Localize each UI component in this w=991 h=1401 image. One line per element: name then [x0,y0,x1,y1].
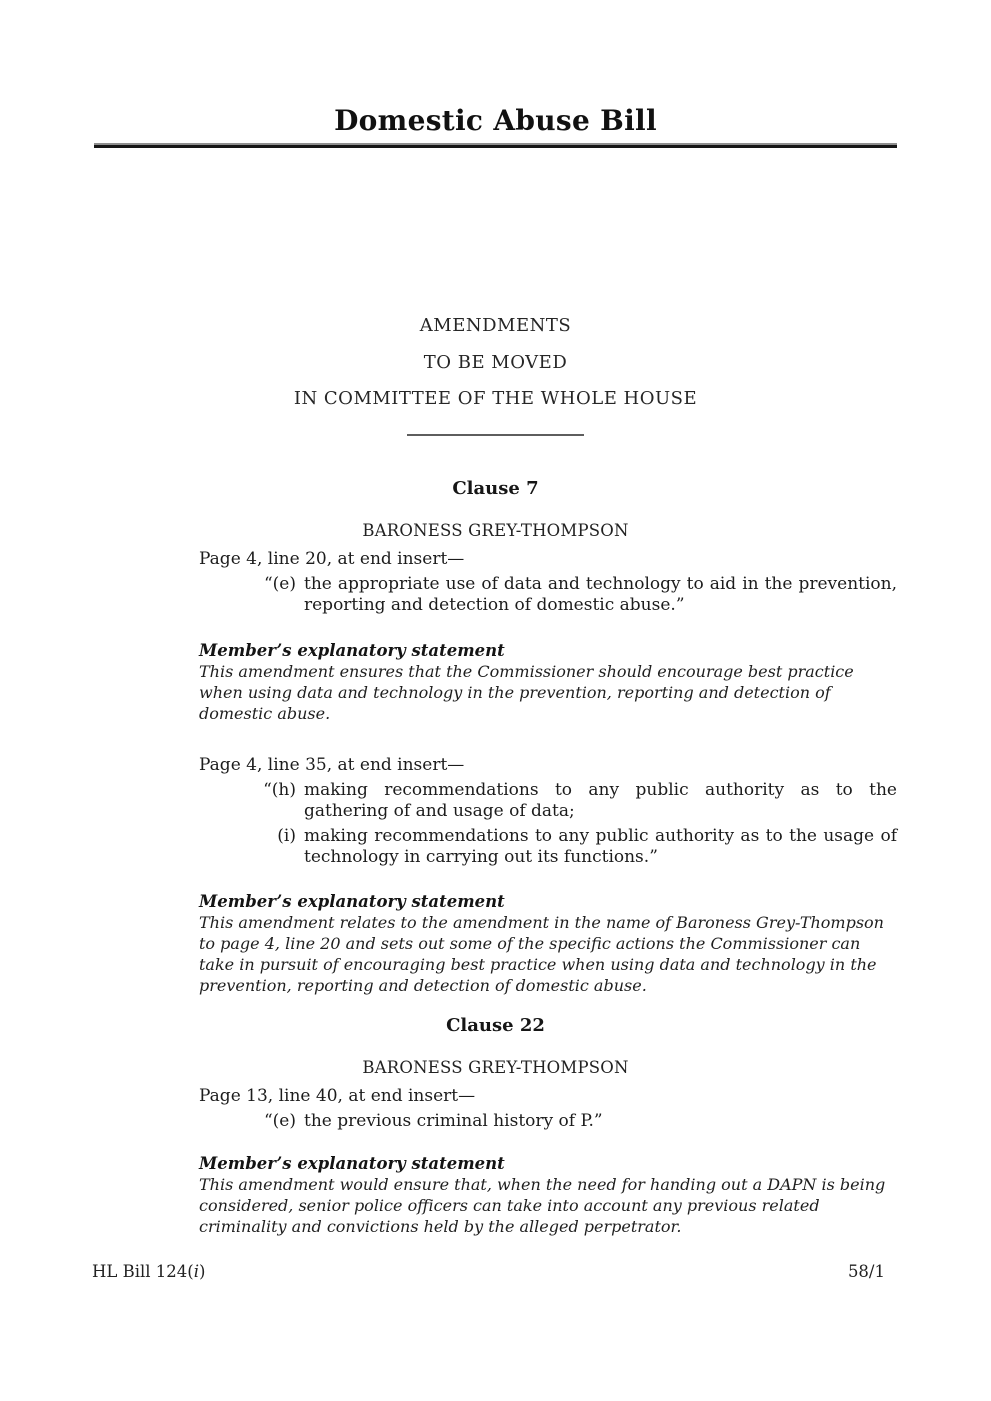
explanatory-statement [199,640,899,724]
item-label: (i) [277,825,296,846]
explanatory-statement [199,1153,899,1237]
amendment-instruction: Page 4, line 35, at end insert— [199,754,465,775]
title-double-rule [94,143,897,148]
amendment-items [94,1111,897,1132]
mover-name: BARONESS GREY-THOMPSON [362,520,629,540]
preamble-line-committee: IN COMMITTEE OF THE WHOLE HOUSE [293,388,698,409]
explanatory-text: This amendment ensures that the Commissioner should encourage best practice when using data and technology in the prevention, reporting and detection of domestic abuse. [199,661,854,723]
amendment-block-3 [94,1014,897,1237]
explanatory-heading: Member’s explanatory statement [199,891,505,911]
divider-rule [407,434,584,436]
footer-bill-number: HL Bill 124(i) [92,1262,206,1281]
clause-heading: Clause 22 [446,1014,545,1036]
explanatory-statement [199,891,899,996]
amendment-instruction: Page 4, line 20, at end insert— [199,548,465,569]
explanatory-text: This amendment relates to the amendment in the name of Baroness Grey-Thompson to page 4, line 20 and sets out some of the specific actions the Commissioner can take in pursuit of encouraging best practice when using data and technology in the prevention, reporting and detection of domestic abuse. [199,912,884,995]
amendment-items [94,574,897,616]
amendment-item [94,780,897,822]
preamble-line-amendments: AMENDMENTS [419,315,572,336]
item-text: making recommendations to any public authority as to the gathering of and usage of data; [304,779,897,821]
item-text: the appropriate use of data and technology to aid in the prevention, reporting and detection of domestic abuse.” [304,573,897,615]
explanatory-heading: Member’s explanatory statement [199,1153,505,1173]
item-label: “(e) [263,1110,296,1131]
explanatory-heading: Member’s explanatory statement [199,640,505,660]
preamble [94,308,897,418]
preamble-line-to-be-moved: TO BE MOVED [423,351,568,373]
item-label: “(h) [263,779,296,800]
mover-name: BARONESS GREY-THOMPSON [362,1057,629,1077]
item-text: the previous criminal history of P.” [304,1110,603,1131]
item-text: making recommendations to any public authority as to the usage of technology in carrying out its functions.” [304,825,897,867]
document-title: Domestic Abuse Bill [334,104,657,137]
amendment-block-2 [94,755,897,996]
amendment-item [94,1111,897,1132]
amendment-instruction: Page 13, line 40, at end insert— [199,1085,476,1106]
amendment-block-1 [94,477,897,724]
page-footer [92,1262,885,1281]
clause-heading: Clause 7 [452,477,539,499]
explanatory-text: This amendment would ensure that, when the need for handing out a DAPN is being considered, senior police officers can take into account any previous related criminality and convictions held by the alleged perpetrator. [199,1174,886,1236]
amendment-item [94,826,897,868]
amendment-items [94,780,897,868]
amendment-item [94,574,897,616]
footer-page-number: 58/1 [847,1262,885,1281]
item-label: “(e) [263,573,296,594]
